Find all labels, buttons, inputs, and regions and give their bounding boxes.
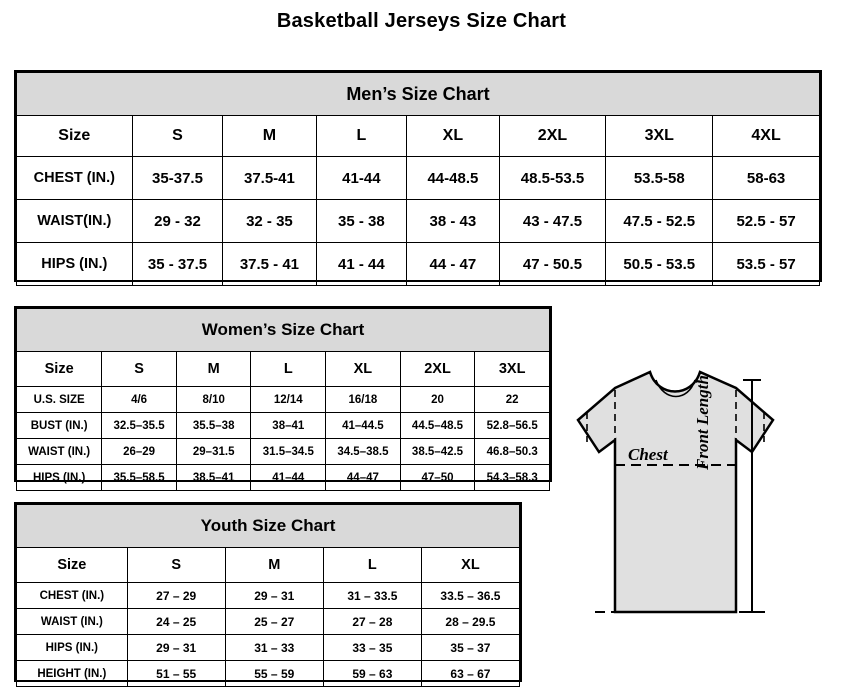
womens-header-cell: Size bbox=[17, 352, 102, 387]
cell: 29 - 32 bbox=[132, 200, 223, 243]
cell: 58-63 bbox=[713, 157, 820, 200]
cell: 38.5–42.5 bbox=[400, 439, 475, 465]
table-row bbox=[17, 609, 520, 635]
womens-header-cell: 3XL bbox=[475, 352, 550, 387]
mens-header-cell: XL bbox=[407, 116, 499, 157]
cell: 52.5 - 57 bbox=[713, 200, 820, 243]
cell: 55 – 59 bbox=[225, 661, 323, 687]
womens-header-row bbox=[17, 352, 550, 387]
youth-header-cell: S bbox=[127, 548, 225, 583]
cell: 31.5–34.5 bbox=[251, 439, 326, 465]
womens-header-cell: 2XL bbox=[400, 352, 475, 387]
womens-header-cell: M bbox=[176, 352, 251, 387]
youth-banner-label: Youth Size Chart bbox=[17, 505, 520, 548]
table-row bbox=[17, 439, 550, 465]
mens-size-chart bbox=[14, 70, 822, 282]
youth-header-cell: XL bbox=[421, 548, 519, 583]
cell: 38 - 43 bbox=[407, 200, 499, 243]
cell: 37.5 - 41 bbox=[223, 243, 316, 286]
cell: 46.8–50.3 bbox=[475, 439, 550, 465]
cell: 50.5 - 53.5 bbox=[606, 243, 713, 286]
cell: 38–41 bbox=[251, 413, 326, 439]
cell: 27 – 29 bbox=[127, 583, 225, 609]
mens-banner-label: Men’s Size Chart bbox=[17, 73, 820, 116]
cell: 38.5–41 bbox=[176, 465, 251, 491]
womens-banner-row bbox=[17, 309, 550, 352]
cell: 29 – 31 bbox=[225, 583, 323, 609]
womens-header-cell: S bbox=[102, 352, 177, 387]
page-title: Basketball Jerseys Size Chart bbox=[276, 10, 567, 32]
cell: 51 – 55 bbox=[127, 661, 225, 687]
shirt-outline bbox=[578, 372, 773, 612]
cell: 34.5–38.5 bbox=[326, 439, 401, 465]
cell: 24 – 25 bbox=[127, 609, 225, 635]
cell: 48.5-53.5 bbox=[499, 157, 606, 200]
womens-banner-label: Women’s Size Chart bbox=[17, 309, 550, 352]
mens-header-cell: 3XL bbox=[606, 116, 713, 157]
cell: 44 - 47 bbox=[407, 243, 499, 286]
table-row bbox=[17, 635, 520, 661]
womens-size-chart bbox=[14, 306, 552, 482]
cell: 35 - 38 bbox=[316, 200, 407, 243]
cell: 37.5-41 bbox=[223, 157, 316, 200]
mens-header-cell: L bbox=[316, 116, 407, 157]
cell: 29–31.5 bbox=[176, 439, 251, 465]
row-label: HIPS (IN.) bbox=[17, 243, 133, 286]
table-row bbox=[17, 413, 550, 439]
cell: 47.5 - 52.5 bbox=[606, 200, 713, 243]
row-label: WAIST (IN.) bbox=[17, 439, 102, 465]
womens-header-cell: L bbox=[251, 352, 326, 387]
youth-header-cell: M bbox=[225, 548, 323, 583]
cell: 8/10 bbox=[176, 387, 251, 413]
cell: 41–44.5 bbox=[326, 413, 401, 439]
cell: 44–47 bbox=[326, 465, 401, 491]
cell: 41–44 bbox=[251, 465, 326, 491]
cell: 41 - 44 bbox=[316, 243, 407, 286]
table-row bbox=[17, 243, 820, 286]
cell: 31 – 33.5 bbox=[323, 583, 421, 609]
cell: 59 – 63 bbox=[323, 661, 421, 687]
cell: 29 – 31 bbox=[127, 635, 225, 661]
row-label: HIPS (IN.) bbox=[17, 635, 128, 661]
row-label: WAIST (IN.) bbox=[17, 609, 128, 635]
cell: 53.5 - 57 bbox=[713, 243, 820, 286]
cell: 44-48.5 bbox=[407, 157, 499, 200]
front-length-measure-label: Front Length bbox=[693, 375, 712, 470]
cell: 53.5-58 bbox=[606, 157, 713, 200]
table-row bbox=[17, 583, 520, 609]
cell: 35 - 37.5 bbox=[132, 243, 223, 286]
mens-header-cell: S bbox=[132, 116, 223, 157]
womens-size-table bbox=[16, 308, 550, 491]
mens-header-cell: M bbox=[223, 116, 316, 157]
table-row bbox=[17, 661, 520, 687]
cell: 31 – 33 bbox=[225, 635, 323, 661]
mens-size-table bbox=[16, 72, 820, 286]
cell: 22 bbox=[475, 387, 550, 413]
row-label: BUST (IN.) bbox=[17, 413, 102, 439]
womens-header-cell: XL bbox=[326, 352, 401, 387]
cell: 63 – 67 bbox=[421, 661, 519, 687]
jersey-shape-svg bbox=[540, 350, 835, 685]
youth-header-cell: Size bbox=[17, 548, 128, 583]
cell: 32 - 35 bbox=[223, 200, 316, 243]
cell: 25 – 27 bbox=[225, 609, 323, 635]
row-label: HEIGHT (IN.) bbox=[17, 661, 128, 687]
jersey-measurement-diagram bbox=[540, 350, 835, 685]
cell: 41-44 bbox=[316, 157, 407, 200]
row-label: CHEST (IN.) bbox=[17, 157, 133, 200]
cell: 4/6 bbox=[102, 387, 177, 413]
cell: 33.5 – 36.5 bbox=[421, 583, 519, 609]
chest-measure-label: Chest bbox=[628, 445, 668, 464]
cell: 20 bbox=[400, 387, 475, 413]
row-label: CHEST (IN.) bbox=[17, 583, 128, 609]
mens-banner-row bbox=[17, 73, 820, 116]
mens-header-cell: 2XL bbox=[499, 116, 606, 157]
cell: 35-37.5 bbox=[132, 157, 223, 200]
youth-header-row bbox=[17, 548, 520, 583]
cell: 35 – 37 bbox=[421, 635, 519, 661]
youth-size-table bbox=[16, 504, 520, 687]
row-label: WAIST(IN.) bbox=[17, 200, 133, 243]
table-row bbox=[17, 465, 550, 491]
cell: 43 - 47.5 bbox=[499, 200, 606, 243]
cell: 27 – 28 bbox=[323, 609, 421, 635]
youth-banner-row bbox=[17, 505, 520, 548]
cell: 47 - 50.5 bbox=[499, 243, 606, 286]
cell: 32.5–35.5 bbox=[102, 413, 177, 439]
table-row bbox=[17, 387, 550, 413]
cell: 26–29 bbox=[102, 439, 177, 465]
mens-header-row bbox=[17, 116, 820, 157]
row-label: HIPS (IN.) bbox=[17, 465, 102, 491]
cell: 44.5–48.5 bbox=[400, 413, 475, 439]
table-row bbox=[17, 157, 820, 200]
cell: 47–50 bbox=[400, 465, 475, 491]
cell: 16/18 bbox=[326, 387, 401, 413]
cell: 35.5–58.5 bbox=[102, 465, 177, 491]
cell: 28 – 29.5 bbox=[421, 609, 519, 635]
mens-header-cell: Size bbox=[17, 116, 133, 157]
cell: 52.8–56.5 bbox=[475, 413, 550, 439]
youth-header-cell: L bbox=[323, 548, 421, 583]
cell: 54.3–58.3 bbox=[475, 465, 550, 491]
cell: 12/14 bbox=[251, 387, 326, 413]
row-label: U.S. SIZE bbox=[17, 387, 102, 413]
cell: 35.5–38 bbox=[176, 413, 251, 439]
youth-size-chart bbox=[14, 502, 522, 682]
mens-header-cell: 4XL bbox=[713, 116, 820, 157]
cell: 33 – 35 bbox=[323, 635, 421, 661]
table-row bbox=[17, 200, 820, 243]
